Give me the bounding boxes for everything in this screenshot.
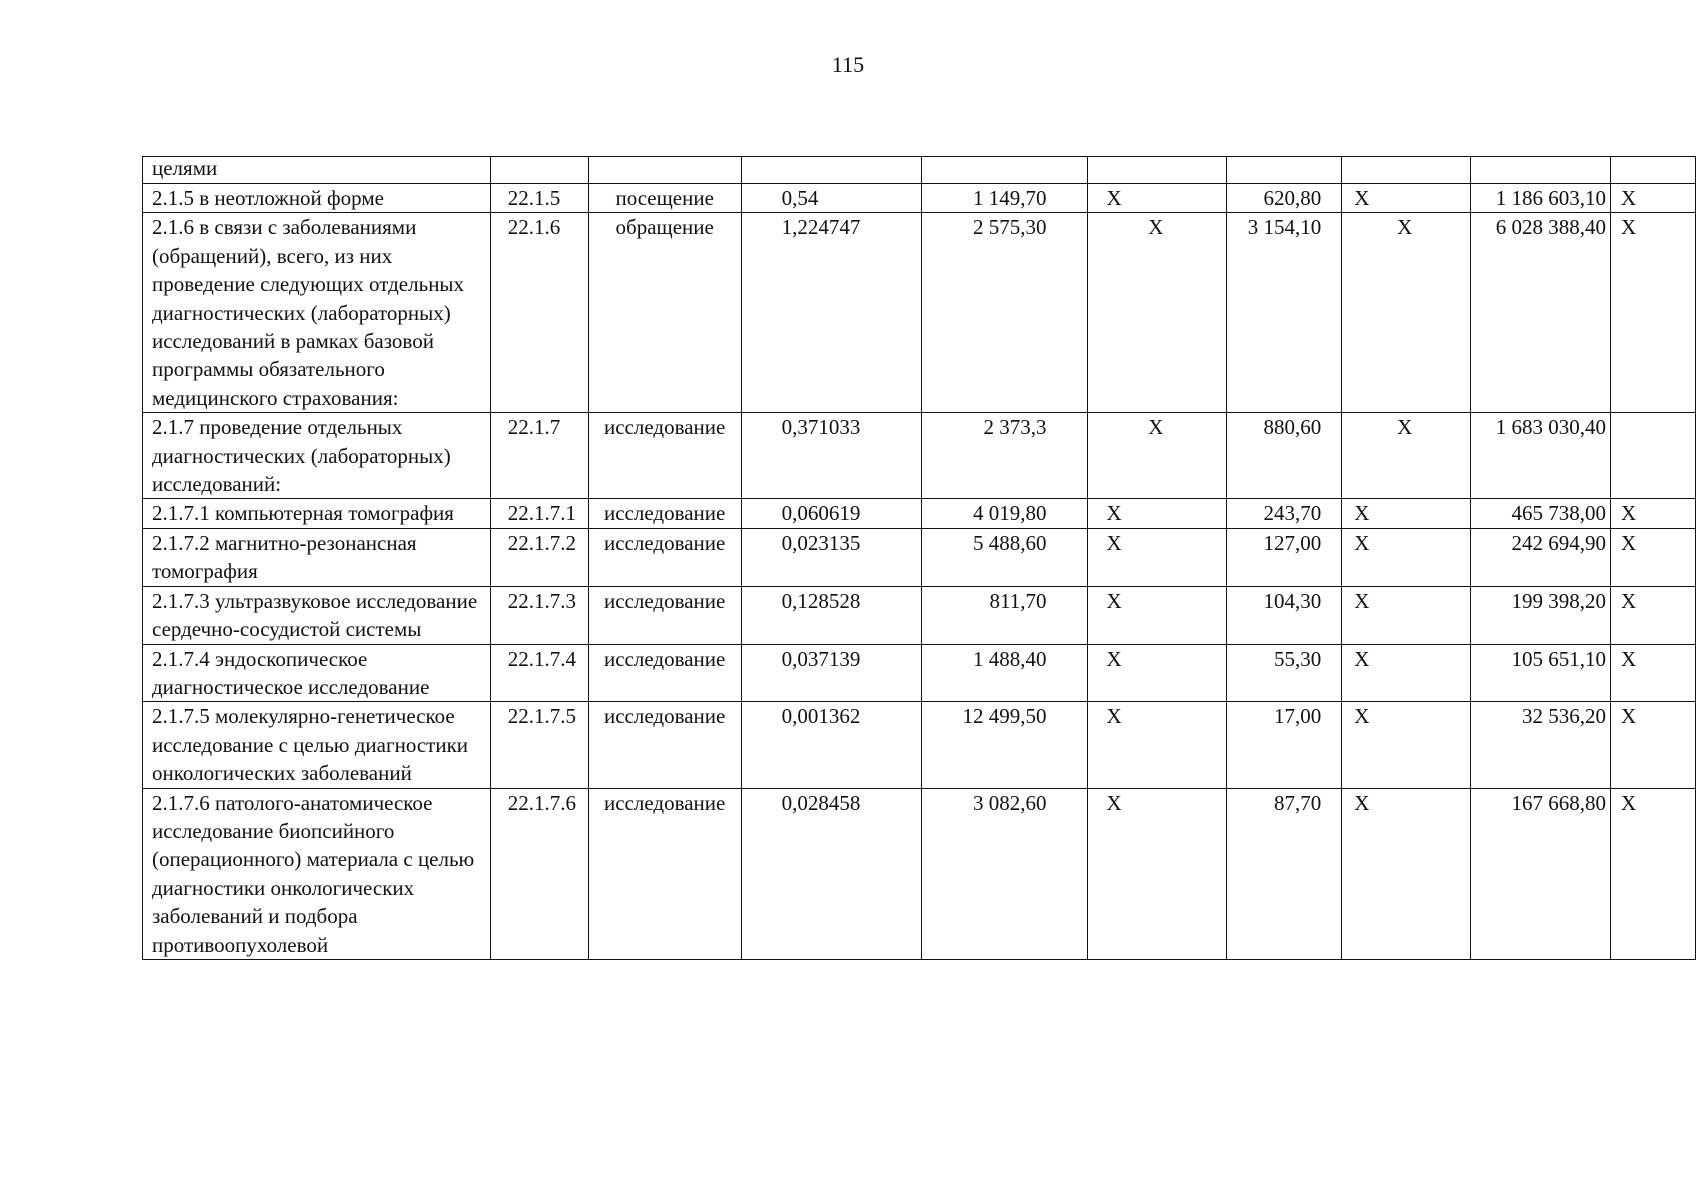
row-unit: исследование (588, 788, 741, 959)
row-value-1: 1,224747 (741, 213, 921, 413)
row-value-3 (1088, 157, 1227, 184)
row-value-6: 32 536,20 (1471, 702, 1611, 788)
row-value-3: Х (1088, 413, 1227, 499)
row-code: 22.1.7.6 (490, 788, 588, 959)
row-value-2: 2 373,3 (921, 413, 1088, 499)
row-value-2: 4 019,80 (921, 499, 1088, 528)
row-value-3: Х (1088, 184, 1227, 213)
row-value-6: 1 683 030,40 (1471, 413, 1611, 499)
row-code: 22.1.5 (490, 184, 588, 213)
row-value-5: Х (1342, 586, 1471, 644)
row-value-7: Х (1611, 499, 1696, 528)
row-name: 2.1.5 в неотложной форме (143, 184, 491, 213)
row-code: 22.1.7.4 (490, 644, 588, 702)
row-name: 2.1.7 проведение отдельных диагностических (лабораторных) исследований: (143, 413, 491, 499)
table-row (143, 213, 1696, 413)
row-value-5: Х (1342, 788, 1471, 959)
row-value-5: Х (1342, 499, 1471, 528)
page-number: 115 (831, 52, 865, 77)
row-value-6: 6 028 388,40 (1471, 213, 1611, 413)
row-code (490, 157, 588, 184)
row-unit (588, 157, 741, 184)
table-row (143, 184, 1696, 213)
row-value-4: 3 154,10 (1227, 213, 1342, 413)
row-name: 2.1.7.2 магнитно-резонансная томография (143, 528, 491, 586)
row-value-7: Х (1611, 586, 1696, 644)
table-row (143, 528, 1696, 586)
row-value-6: 465 738,00 (1471, 499, 1611, 528)
row-value-2: 1 149,70 (921, 184, 1088, 213)
row-value-5 (1342, 157, 1471, 184)
row-name: 2.1.7.1 компьютерная томография (143, 499, 491, 528)
row-value-7 (1611, 157, 1696, 184)
row-value-1: 0,371033 (741, 413, 921, 499)
row-value-1: 0,001362 (741, 702, 921, 788)
row-value-1: 0,037139 (741, 644, 921, 702)
cost-table (142, 156, 1696, 960)
row-unit: посещение (588, 184, 741, 213)
row-value-5: Х (1342, 644, 1471, 702)
row-unit: исследование (588, 586, 741, 644)
row-value-1: 0,060619 (741, 499, 921, 528)
row-value-3: Х (1088, 528, 1227, 586)
table-row (143, 788, 1696, 959)
table-row (143, 157, 1696, 184)
row-unit: исследование (588, 644, 741, 702)
row-value-5: Х (1342, 528, 1471, 586)
row-code: 22.1.7.5 (490, 702, 588, 788)
row-value-7: Х (1611, 213, 1696, 413)
row-value-4: 55,30 (1227, 644, 1342, 702)
row-unit: исследование (588, 528, 741, 586)
row-name: целями (143, 157, 491, 184)
row-value-4: 880,60 (1227, 413, 1342, 499)
row-name: 2.1.7.5 молекулярно-генетическое исследование с целью диагностики онкологических заболеваний (143, 702, 491, 788)
row-code: 22.1.7.3 (490, 586, 588, 644)
row-value-4: 104,30 (1227, 586, 1342, 644)
row-value-1: 0,128528 (741, 586, 921, 644)
row-value-4 (1227, 157, 1342, 184)
row-code: 22.1.6 (490, 213, 588, 413)
row-value-5: Х (1342, 413, 1471, 499)
row-value-6: 199 398,20 (1471, 586, 1611, 644)
row-value-7: Х (1611, 702, 1696, 788)
row-value-1 (741, 157, 921, 184)
row-value-7: Х (1611, 788, 1696, 959)
row-value-7: Х (1611, 184, 1696, 213)
row-value-1: 0,54 (741, 184, 921, 213)
row-value-2: 811,70 (921, 586, 1088, 644)
row-name: 2.1.7.4 эндоскопическое диагностическое исследование (143, 644, 491, 702)
row-value-6: 105 651,10 (1471, 644, 1611, 702)
row-value-2: 2 575,30 (921, 213, 1088, 413)
row-name: 2.1.6 в связи с заболеваниями (обращений), всего, из них проведение следующих отдельных диагностических (лабораторных) исследований в рамках базовой программы обязательного медицинского страхования: (143, 213, 491, 413)
row-name: 2.1.7.3 ультразвуковое исследование сердечно-сосудистой системы (143, 586, 491, 644)
row-value-7: Х (1611, 528, 1696, 586)
row-code: 22.1.7.2 (490, 528, 588, 586)
row-value-6 (1471, 157, 1611, 184)
table-row (143, 702, 1696, 788)
row-value-6: 167 668,80 (1471, 788, 1611, 959)
row-value-2 (921, 157, 1088, 184)
row-value-2: 3 082,60 (921, 788, 1088, 959)
table-row (143, 413, 1696, 499)
row-value-6: 1 186 603,10 (1471, 184, 1611, 213)
row-value-4: 127,00 (1227, 528, 1342, 586)
row-value-4: 17,00 (1227, 702, 1342, 788)
row-value-3: Х (1088, 788, 1227, 959)
row-code: 22.1.7 (490, 413, 588, 499)
row-unit: исследование (588, 702, 741, 788)
row-value-2: 12 499,50 (921, 702, 1088, 788)
row-value-3: Х (1088, 213, 1227, 413)
row-name: 2.1.7.6 патолого-анатомическое исследование биопсийного (операционного) материала с целью диагностики онкологических заболеваний и подбора противоопухолевой (143, 788, 491, 959)
row-value-1: 0,028458 (741, 788, 921, 959)
row-value-3: Х (1088, 644, 1227, 702)
table-row (143, 644, 1696, 702)
row-value-3: Х (1088, 586, 1227, 644)
row-value-7: Х (1611, 644, 1696, 702)
row-unit: исследование (588, 499, 741, 528)
row-code: 22.1.7.1 (490, 499, 588, 528)
table-row (143, 499, 1696, 528)
row-value-2: 1 488,40 (921, 644, 1088, 702)
row-value-4: 243,70 (1227, 499, 1342, 528)
row-value-5: Х (1342, 702, 1471, 788)
row-value-7 (1611, 413, 1696, 499)
row-value-1: 0,023135 (741, 528, 921, 586)
row-value-5: Х (1342, 184, 1471, 213)
row-value-4: 87,70 (1227, 788, 1342, 959)
table-row (143, 586, 1696, 644)
row-value-6: 242 694,90 (1471, 528, 1611, 586)
row-value-2: 5 488,60 (921, 528, 1088, 586)
row-unit: исследование (588, 413, 741, 499)
row-value-4: 620,80 (1227, 184, 1342, 213)
row-unit: обращение (588, 213, 741, 413)
row-value-3: Х (1088, 702, 1227, 788)
row-value-3: Х (1088, 499, 1227, 528)
row-value-5: Х (1342, 213, 1471, 413)
